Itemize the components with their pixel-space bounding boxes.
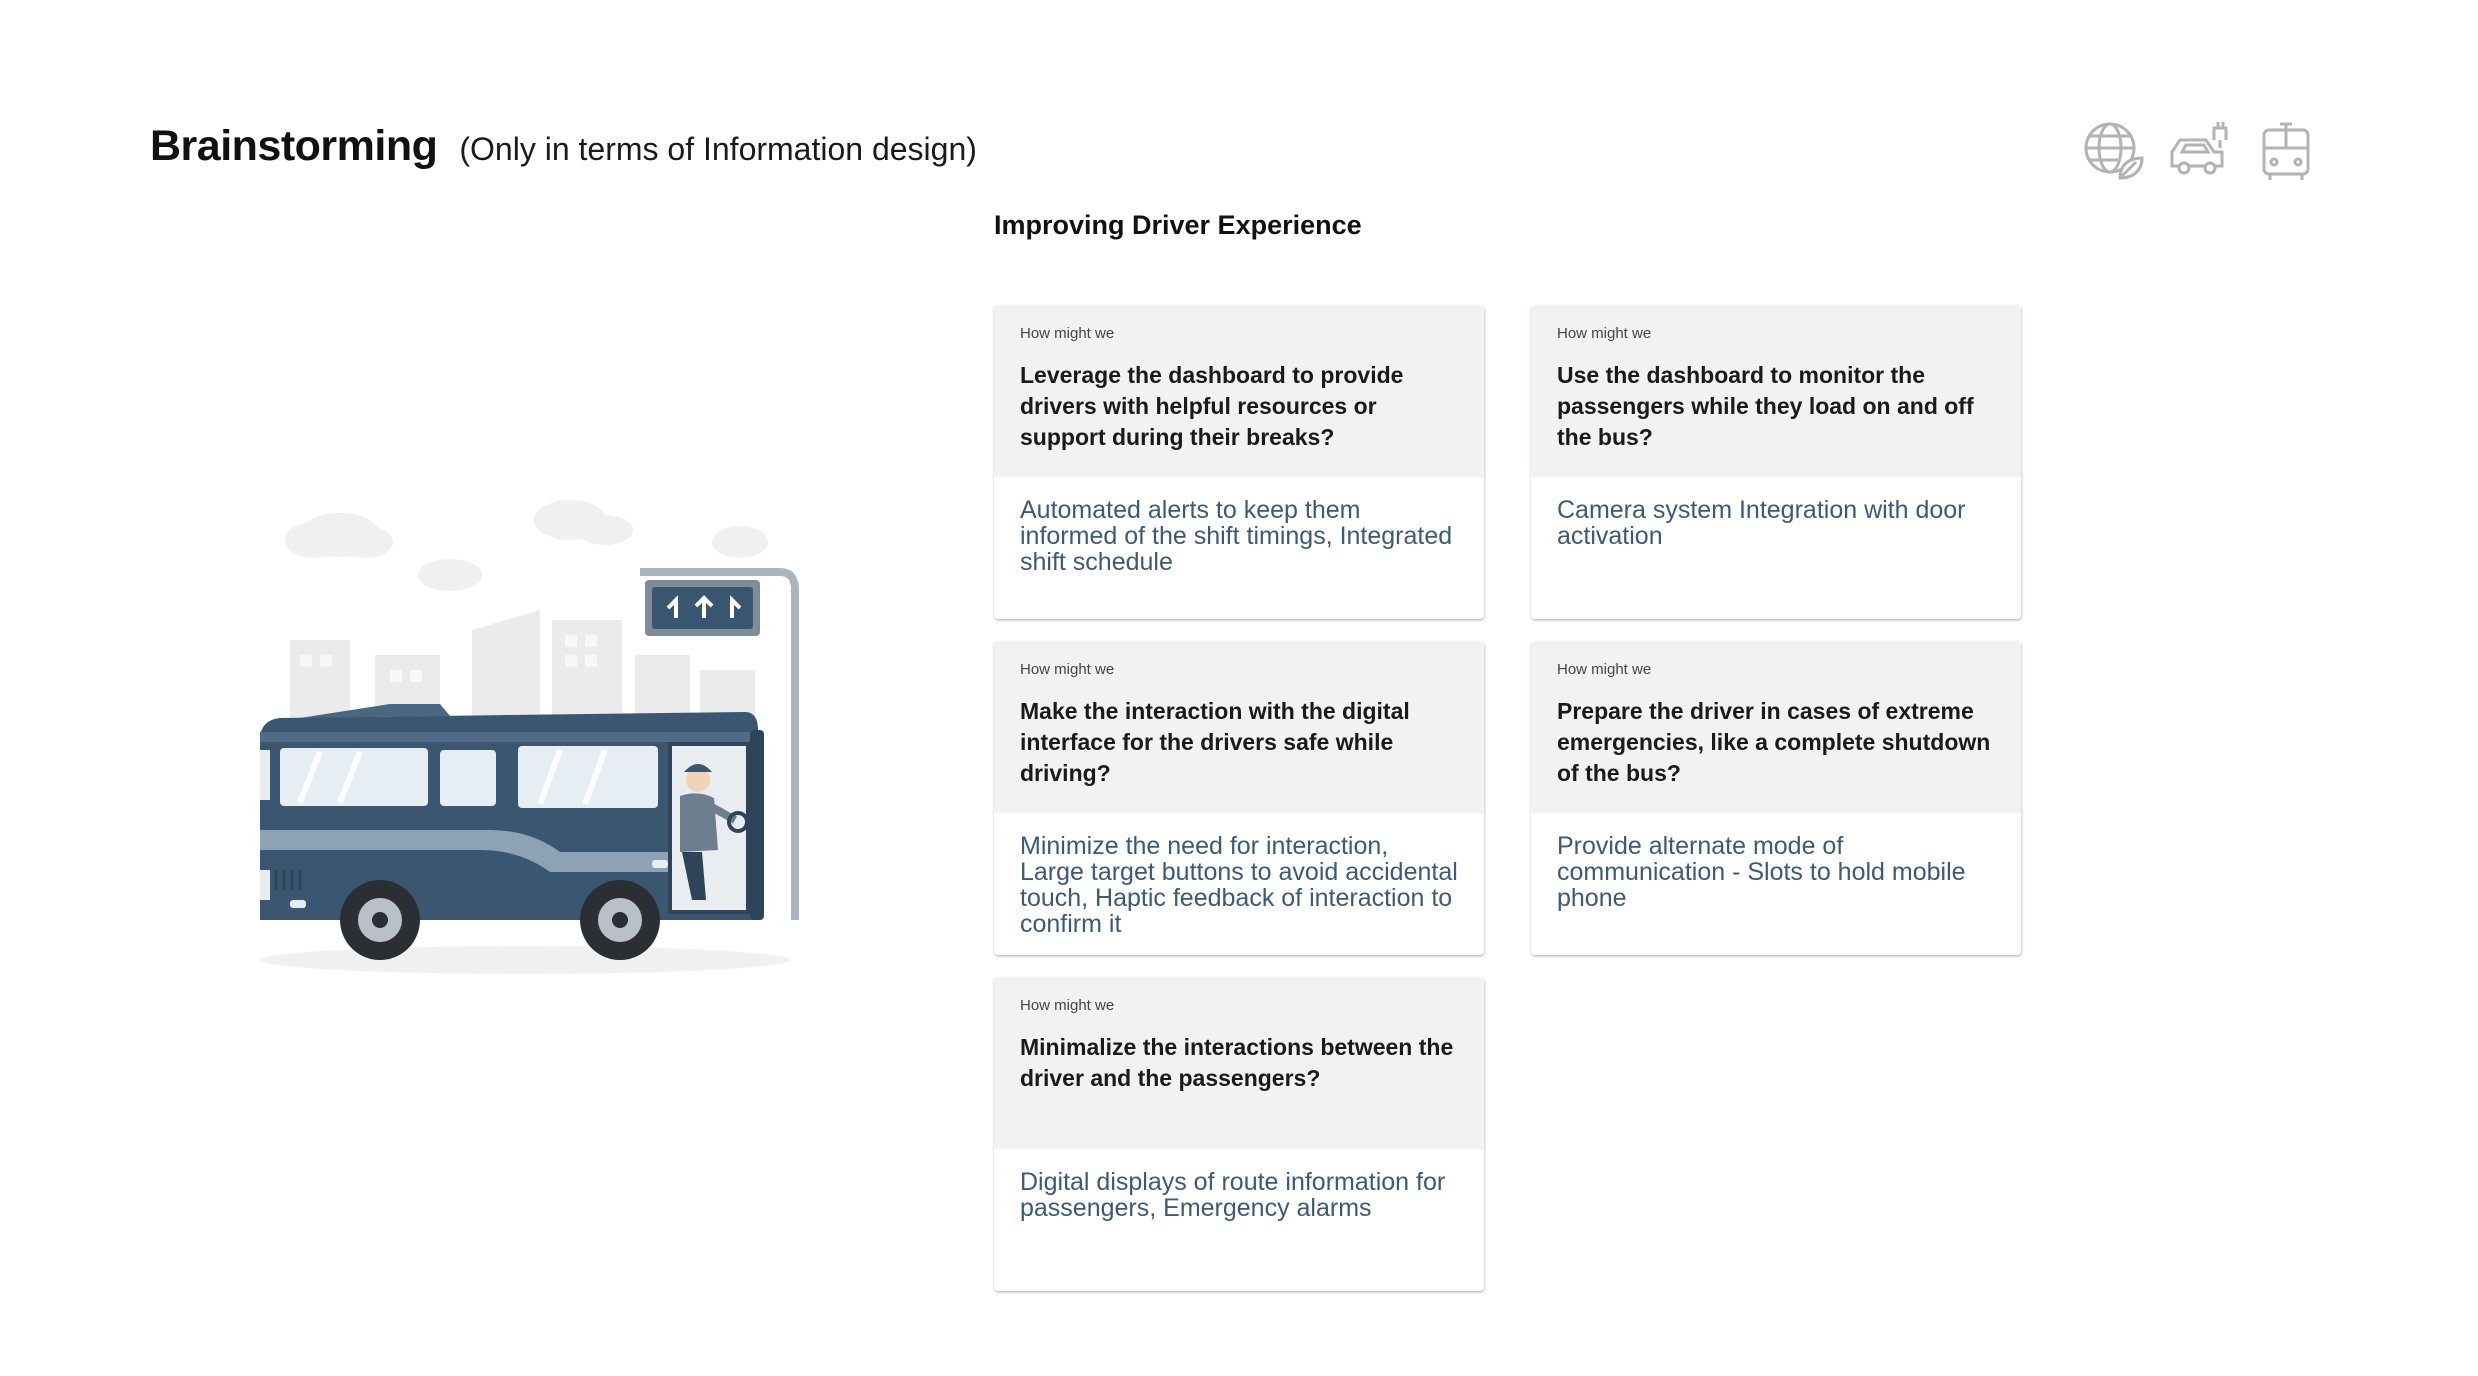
card-answer: Digital displays of route information for passengers, Emergency alarms — [1020, 1168, 1446, 1222]
card-head — [1531, 305, 2021, 477]
card-label: How might we — [1557, 325, 1652, 342]
card-answer: Provide alternate mode of communication - Slots to hold mobile phone — [1557, 832, 1966, 912]
globe-leaf-icon — [2080, 118, 2146, 184]
card-question: Minimalize the interactions between the driver and the passengers? — [1020, 1034, 1454, 1091]
page-title: Brainstorming — [150, 122, 438, 170]
section-heading: Improving Driver Experience — [994, 210, 1362, 240]
title-row — [150, 122, 977, 171]
top-icons — [2080, 118, 2318, 184]
hmw-card — [1531, 305, 2021, 619]
hmw-card — [994, 641, 1484, 955]
card-question: Prepare the driver in cases of extreme emergencies, like a complete shutdown of the bus? — [1557, 698, 1991, 786]
page-subtitle: (Only in terms of Information design) — [459, 131, 977, 167]
wheel-rear — [340, 880, 420, 960]
wheel-front — [580, 880, 660, 960]
clouds — [285, 500, 768, 591]
card-label: How might we — [1557, 661, 1652, 678]
bus-illustration — [240, 480, 820, 1000]
card-head — [994, 641, 1484, 813]
card-head — [994, 305, 1484, 477]
card-question: Use the dashboard to monitor the passengers while they load on and off the bus? — [1557, 362, 1974, 450]
card-head — [1531, 641, 2021, 813]
card-label: How might we — [1020, 325, 1115, 342]
card-label: How might we — [1020, 661, 1115, 678]
card-answer: Camera system Integration with door activation — [1557, 496, 1966, 550]
card-question: Leverage the dashboard to provide drivers with helpful resources or support during their breaks? — [1020, 362, 1404, 450]
card-question: Make the interaction with the digital interface for the drivers safe while driving? — [1020, 698, 1410, 786]
card-answer: Automated alerts to keep them informed of the shift timings, Integrated shift schedule — [1020, 496, 1453, 576]
card-answer: Minimize the need for interaction, Large target buttons to avoid accidental touch, Haptic feedback of interaction to confirm it — [1020, 832, 1458, 938]
electric-car-icon — [2166, 118, 2232, 184]
hmw-card — [994, 305, 1484, 619]
hmw-card — [1531, 641, 2021, 955]
bus-icon — [2252, 118, 2318, 184]
card-label: How might we — [1020, 997, 1115, 1014]
hmw-card — [994, 977, 1484, 1291]
card-head — [994, 977, 1484, 1149]
